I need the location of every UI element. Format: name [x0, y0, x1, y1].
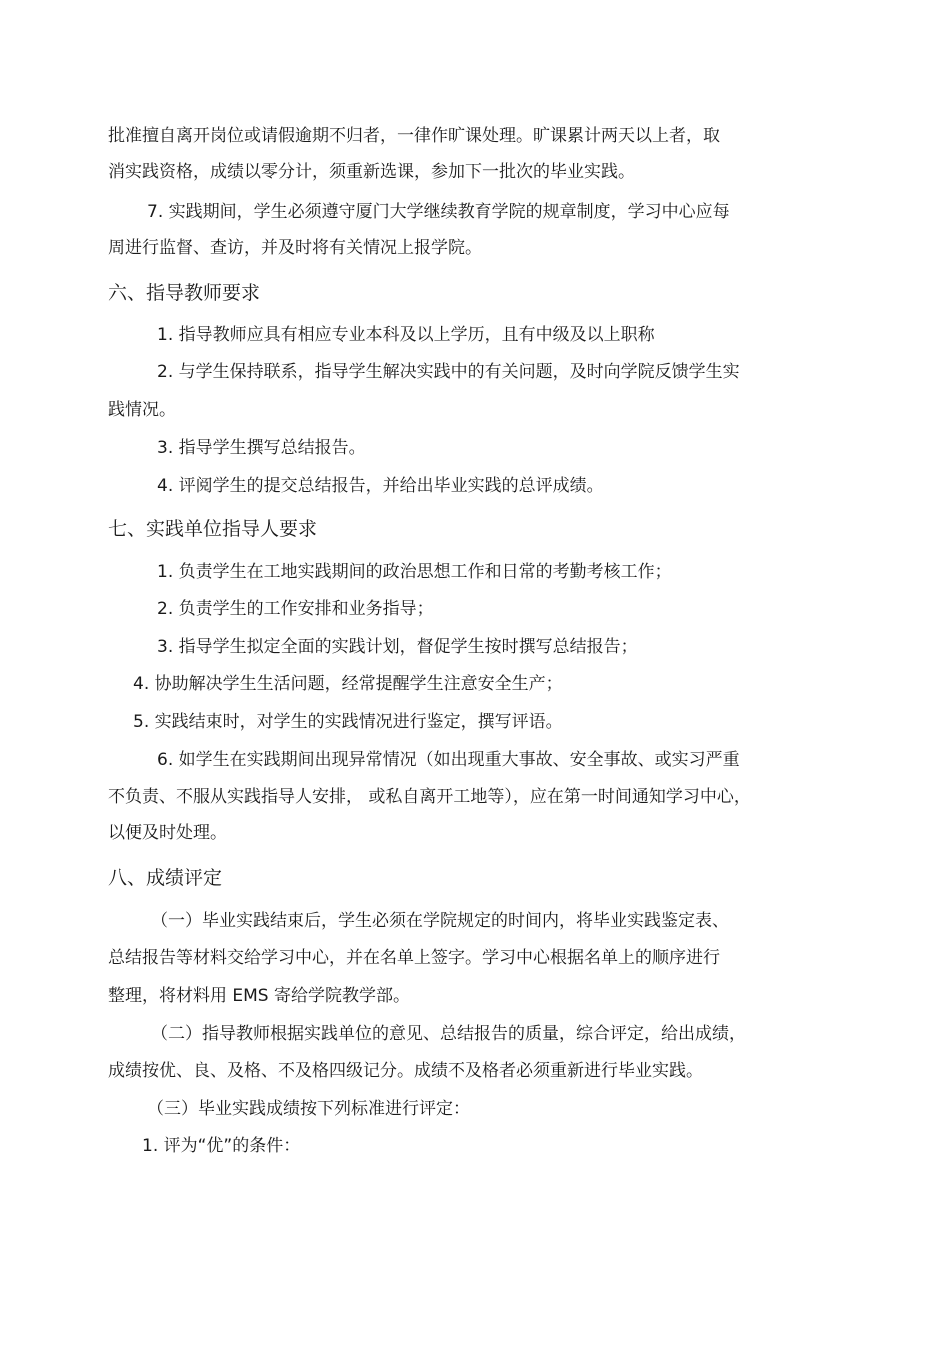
section-heading: 六、指导教师要求	[108, 282, 261, 304]
paragraph-line: 整理，将材料用 EMS 寄给学院教学部。	[108, 986, 411, 1006]
list-item-line: 1. 指导教师应具有相应专业本科及以上学历，且有中级及以上职称	[157, 325, 655, 345]
list-item-line: 1. 负责学生在工地实践期间的政治思想工作和日常的考勤考核工作；	[157, 562, 672, 582]
list-item-line: 5. 实践结束时，对学生的实践情况进行鉴定，撰写评语。	[133, 712, 563, 732]
list-item-line: 2. 与学生保持联系，指导学生解决实践中的有关问题，及时向学院反馈学生实	[157, 362, 740, 382]
section-heading: 七、实践单位指导人要求	[108, 518, 318, 540]
list-item-line: 4. 协助解决学生生活问题，经常提醒学生注意安全生产；	[133, 674, 563, 694]
paragraph-line: 成绩按优、良、及格、不及格四级记分。成绩不及格者必须重新进行毕业实践。	[108, 1061, 703, 1081]
list-item-line: 3. 指导学生撰写总结报告。	[157, 438, 366, 458]
paragraph-line: （二）指导教师根据实践单位的意见、总结报告的质量，综合评定，给出成绩，	[151, 1024, 746, 1044]
list-item-line: 6. 如学生在实践期间出现异常情况（如出现重大事故、安全事故、或实习严重	[157, 750, 740, 770]
list-item-line: 7. 实践期间，学生必须遵守厦门大学继续教育学院的规章制度，学习中心应每	[147, 202, 730, 222]
list-item-line: 2. 负责学生的工作安排和业务指导；	[157, 599, 434, 619]
list-item-line: 1. 评为“优”的条件：	[142, 1136, 301, 1156]
paragraph-line: （三）毕业实践成绩按下列标准进行评定：	[147, 1099, 470, 1119]
section-heading: 八、成绩评定	[108, 867, 223, 889]
paragraph-line: （一）毕业实践结束后，学生必须在学院规定的时间内，将毕业实践鉴定表、	[151, 911, 729, 931]
paragraph-line: 批准擅自离开岗位或请假逾期不归者，一律作旷课处理。旷课累计两天以上者，取	[108, 126, 720, 146]
paragraph-line: 以便及时处理。	[108, 823, 227, 843]
paragraph-line: 不负责、不服从实践指导人安排， 或私自离开工地等），应在第一时间通知学习中心，	[108, 787, 751, 807]
list-item-line: 4. 评阅学生的提交总结报告，并给出毕业实践的总评成绩。	[157, 476, 604, 496]
paragraph-line: 消实践资格，成绩以零分计，须重新选课，参加下一批次的毕业实践。	[108, 162, 635, 182]
paragraph-line: 践情况。	[108, 400, 176, 420]
paragraph-line: 总结报告等材料交给学习中心，并在名单上签字。学习中心根据名单上的顺序进行	[108, 948, 720, 968]
paragraph-line: 周进行监督、查访，并及时将有关情况上报学院。	[108, 238, 482, 258]
list-item-line: 3. 指导学生拟定全面的实践计划，督促学生按时撰写总结报告；	[157, 637, 638, 657]
